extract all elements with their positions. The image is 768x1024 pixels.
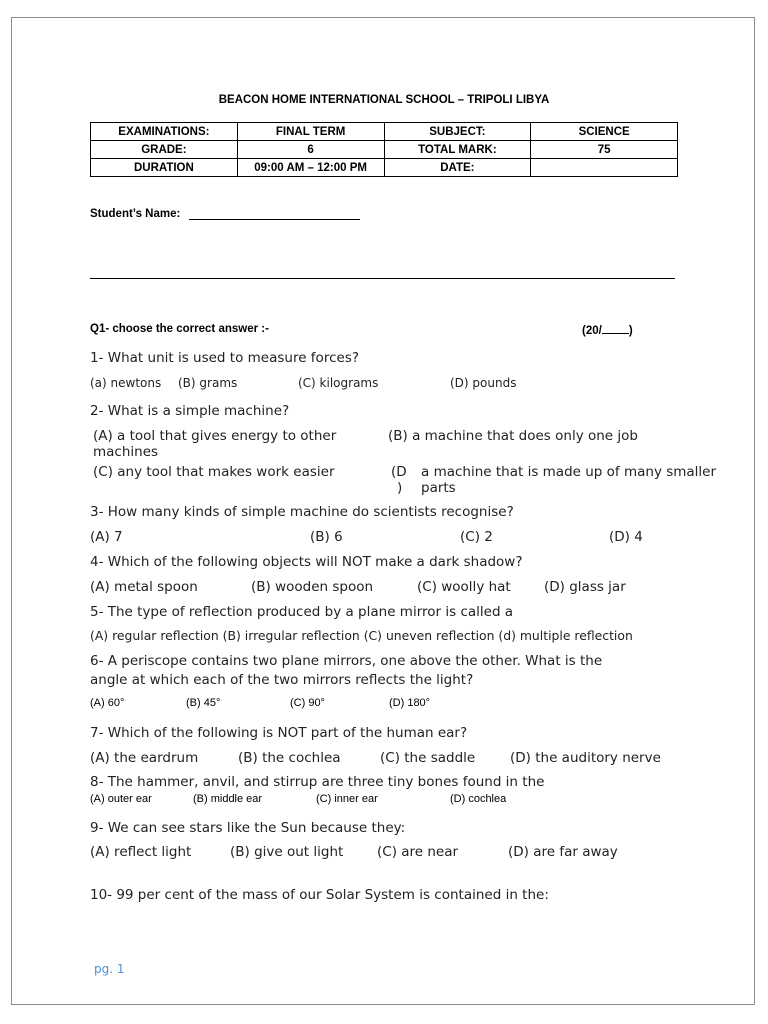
- option-4d: (D) glass jar: [544, 579, 626, 595]
- table-cell: GRADE:: [91, 141, 238, 159]
- option-4b: (B) wooden spoon: [251, 579, 374, 595]
- table-row: [91, 159, 678, 177]
- question-4: 4- Which of the following objects will NOT make a dark shadow?: [90, 554, 523, 570]
- section-title: Q1- choose the correct answer :-: [90, 323, 269, 335]
- option-1d: (D) pounds: [450, 376, 517, 390]
- option-1c: (C) kilograms: [298, 376, 379, 390]
- option-6b: (B) 45°: [186, 697, 221, 709]
- option-2d-paren: ): [397, 480, 403, 496]
- table-cell: [531, 159, 678, 177]
- score-blank[interactable]: [602, 323, 629, 334]
- table-cell: EXAMINATIONS:: [91, 123, 238, 141]
- table-cell: DURATION: [91, 159, 238, 177]
- table-cell: 75: [531, 141, 678, 159]
- option-4a: (A) metal spoon: [90, 579, 198, 595]
- option-8a: (A) outer ear: [90, 793, 152, 805]
- option-8b: (B) middle ear: [193, 793, 263, 805]
- question-2: 2- What is a simple machine?: [90, 403, 290, 419]
- option-9d: (D) are far away: [508, 844, 618, 860]
- option-2d: a machine that is made up of many smaller: [421, 464, 717, 480]
- exam-info-table: [90, 122, 678, 177]
- option-2d-cont: parts: [421, 480, 456, 496]
- option-2d-letter: (D: [391, 464, 407, 480]
- table-cell: DATE:: [384, 159, 531, 177]
- option-2c: (C) any tool that makes work easier: [93, 464, 335, 480]
- page-number: pg. 1: [94, 962, 125, 976]
- option-6c: (C) 90°: [290, 697, 325, 709]
- question-1: 1- What unit is used to measure forces?: [90, 350, 359, 366]
- question-10: 10- 99 per cent of the mass of our Solar System is contained in the:: [90, 887, 549, 903]
- table-cell: TOTAL MARK:: [384, 141, 531, 159]
- option-7c: (C) the saddle: [380, 750, 476, 766]
- table-cell: SCIENCE: [531, 123, 678, 141]
- option-8d: (D) cochlea: [450, 793, 507, 805]
- option-5-all: (A) regular reflection (B) irregular reflection (C) uneven reflection (d) multiple reflection: [90, 628, 633, 643]
- option-2a: (A) a tool that gives energy to other: [93, 428, 337, 444]
- option-7b: (B) the cochlea: [238, 750, 341, 766]
- table-cell: FINAL TERM: [237, 123, 384, 141]
- table-row: [91, 123, 678, 141]
- option-2b: (B) a machine that does only one job: [388, 428, 638, 444]
- school-title: BEACON HOME INTERNATIONAL SCHOOL – TRIPOLI LIBYA: [218, 94, 550, 106]
- table-row: [91, 141, 678, 159]
- option-3d: (D) 4: [609, 529, 643, 545]
- table-cell: 09:00 AM – 12:00 PM: [237, 159, 384, 177]
- question-6: 6- A periscope contains two plane mirrors, one above the other. What is the: [90, 653, 603, 669]
- question-9: 9- We can see stars like the Sun because they:: [90, 820, 406, 836]
- option-7d: (D) the auditory nerve: [510, 750, 661, 766]
- student-name-field[interactable]: [189, 219, 360, 220]
- question-5: 5- The type of reflection produced by a plane mirror is called a: [90, 604, 514, 620]
- option-8c: (C) inner ear: [316, 793, 378, 805]
- option-3a: (A) 7: [90, 529, 123, 545]
- option-3b: (B) 6: [310, 529, 343, 545]
- option-9b: (B) give out light: [230, 844, 344, 860]
- student-name-label: Student’s Name:: [90, 208, 181, 220]
- table-cell: SUBJECT:: [384, 123, 531, 141]
- question-6-cont: angle at which each of the two mirrors reflects the light?: [90, 672, 474, 688]
- question-3: 3- How many kinds of simple machine do scientists recognise?: [90, 504, 514, 520]
- score-suffix: ): [628, 325, 633, 337]
- option-6a: (A) 60°: [90, 697, 125, 709]
- option-9c: (C) are near: [377, 844, 459, 860]
- question-8: 8- The hammer, anvil, and stirrup are three tiny bones found in the: [90, 774, 545, 790]
- option-1a: (a) newtons: [90, 376, 162, 390]
- question-7: 7- Which of the following is NOT part of the human ear?: [90, 725, 468, 741]
- section-score: [582, 323, 633, 337]
- option-9a: (A) reflect light: [90, 844, 192, 860]
- option-4c: (C) woolly hat: [417, 579, 511, 595]
- option-2a-cont: machines: [93, 444, 159, 460]
- option-3c: (C) 2: [460, 529, 493, 545]
- score-prefix: (20/: [582, 325, 602, 337]
- option-7a: (A) the eardrum: [90, 750, 199, 766]
- table-cell: 6: [237, 141, 384, 159]
- option-6d: (D) 180°: [389, 697, 431, 709]
- option-1b: (B) grams: [178, 376, 238, 390]
- separator-line: [90, 278, 675, 279]
